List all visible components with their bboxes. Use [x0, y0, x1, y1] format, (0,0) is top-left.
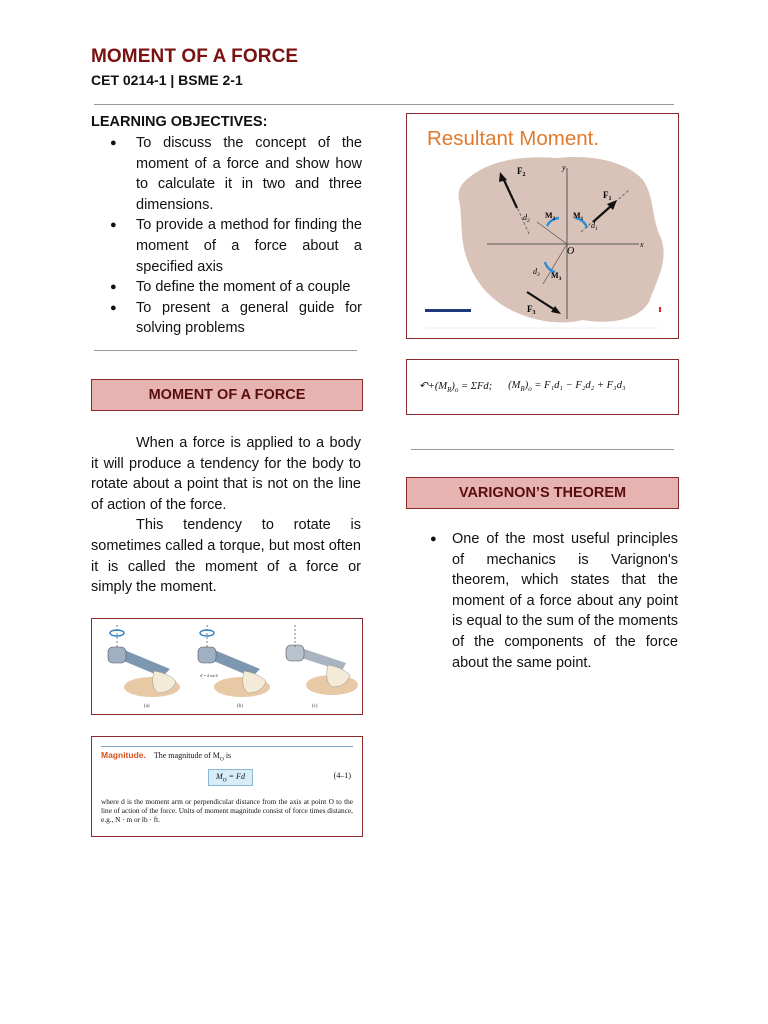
objectives-heading: LEARNING OBJECTIVES: [91, 114, 268, 130]
objectives-list [110, 133, 362, 339]
magnitude-equation: $M_O = Fd$ [208, 769, 253, 787]
list-item: ● To present a general guide for solving problems [110, 298, 362, 339]
objectives-divider [94, 350, 357, 351]
origin-label: O [567, 246, 575, 257]
header-divider [94, 104, 674, 105]
wrench-figure [91, 618, 363, 715]
f3-label: $F_3$ [527, 304, 536, 316]
list-item: ● To discuss the concept of the moment of a force and show how to calculate it in two and three dimensions. [110, 133, 362, 215]
resultant-moment-figure [406, 113, 679, 339]
y-axis-label: y [562, 163, 566, 172]
caption-a: (a) [144, 704, 150, 709]
equation-expanded: $(M_R)_o = F_1d_1 - F_2d_2 + F_3d_3$ [508, 380, 626, 394]
paragraph: When a force is applied to a body it will produce a tendency for the body to rotate about a point that is not on the line of action of the force. [91, 435, 361, 513]
moment-description [91, 433, 361, 598]
magnitude-equation-row [101, 767, 353, 789]
equation-number: (4–1) [333, 770, 351, 780]
paragraph: This tendency to rotate is sometimes called a torque, but most often it is called the moment of a force or simply the moment. [91, 517, 361, 596]
caption-c: (c) [312, 704, 318, 709]
m1-label: $M_1$ [573, 211, 584, 222]
section-banner-varignon: VARIGNON’S THEOREM [406, 477, 679, 509]
wrench-illustration [92, 619, 362, 714]
list-item: ● To define the moment of a couple [110, 277, 362, 298]
section-banner-moment: MOMENT OF A FORCE [91, 379, 363, 411]
figure-title: Resultant Moment. [427, 127, 600, 150]
accent-bar [425, 309, 471, 312]
x-axis-label: x [640, 240, 644, 249]
caption-b: (b) [237, 704, 243, 709]
wrench-panel-c [286, 625, 358, 709]
magnitude-intro: The magnitude of $M_O$ is [153, 751, 232, 763]
resultant-diagram [407, 114, 678, 338]
course-code: CET 0214-1 | BSME 2-1 [91, 72, 243, 88]
varignon-list [430, 529, 678, 673]
magnitude-box [91, 736, 363, 837]
magnitude-body: where d is the moment arm or perpendicular distance from the axis at point O to the line of action of the force. Units of moment magnitude consist of force times distance, e.g., N · m or lb · ft. [101, 796, 353, 824]
magnitude-heading: Magnitude. [101, 750, 146, 760]
list-item: ● To provide a method for finding the moment of a force about a specified axis [110, 215, 362, 277]
d1-label: $d_1$ [591, 221, 598, 232]
wrench-panel-a [108, 625, 180, 709]
resultant-equation-box [406, 359, 679, 415]
d3-label: $d_3$ [533, 267, 540, 278]
d2-label: $d_2$ [523, 213, 530, 224]
wrench-panel-b [198, 625, 270, 709]
moment-arm-label: d' = d sin θ [200, 673, 218, 678]
document-title: MOMENT OF A FORCE [91, 46, 299, 67]
m3-label: $M_3$ [551, 271, 562, 282]
equation-divider [411, 449, 674, 450]
list-item: ● One of the most useful principles of mechanics is Varignon's theorem, which states that the moment of a force about any point is equal to the sum of the moments of the components of the force about the same point. [430, 529, 678, 673]
magnitude-heading-row [101, 750, 353, 763]
m2-label: $M_2$ [545, 211, 556, 222]
accent-mark [659, 307, 661, 312]
magnitude-topline [101, 746, 353, 747]
equation-sum: $↶+(M_R)_o = \Sigma Fd$; [419, 380, 493, 395]
f2-label: $F_2$ [517, 166, 526, 178]
f1-label: $F_1$ [603, 190, 612, 202]
